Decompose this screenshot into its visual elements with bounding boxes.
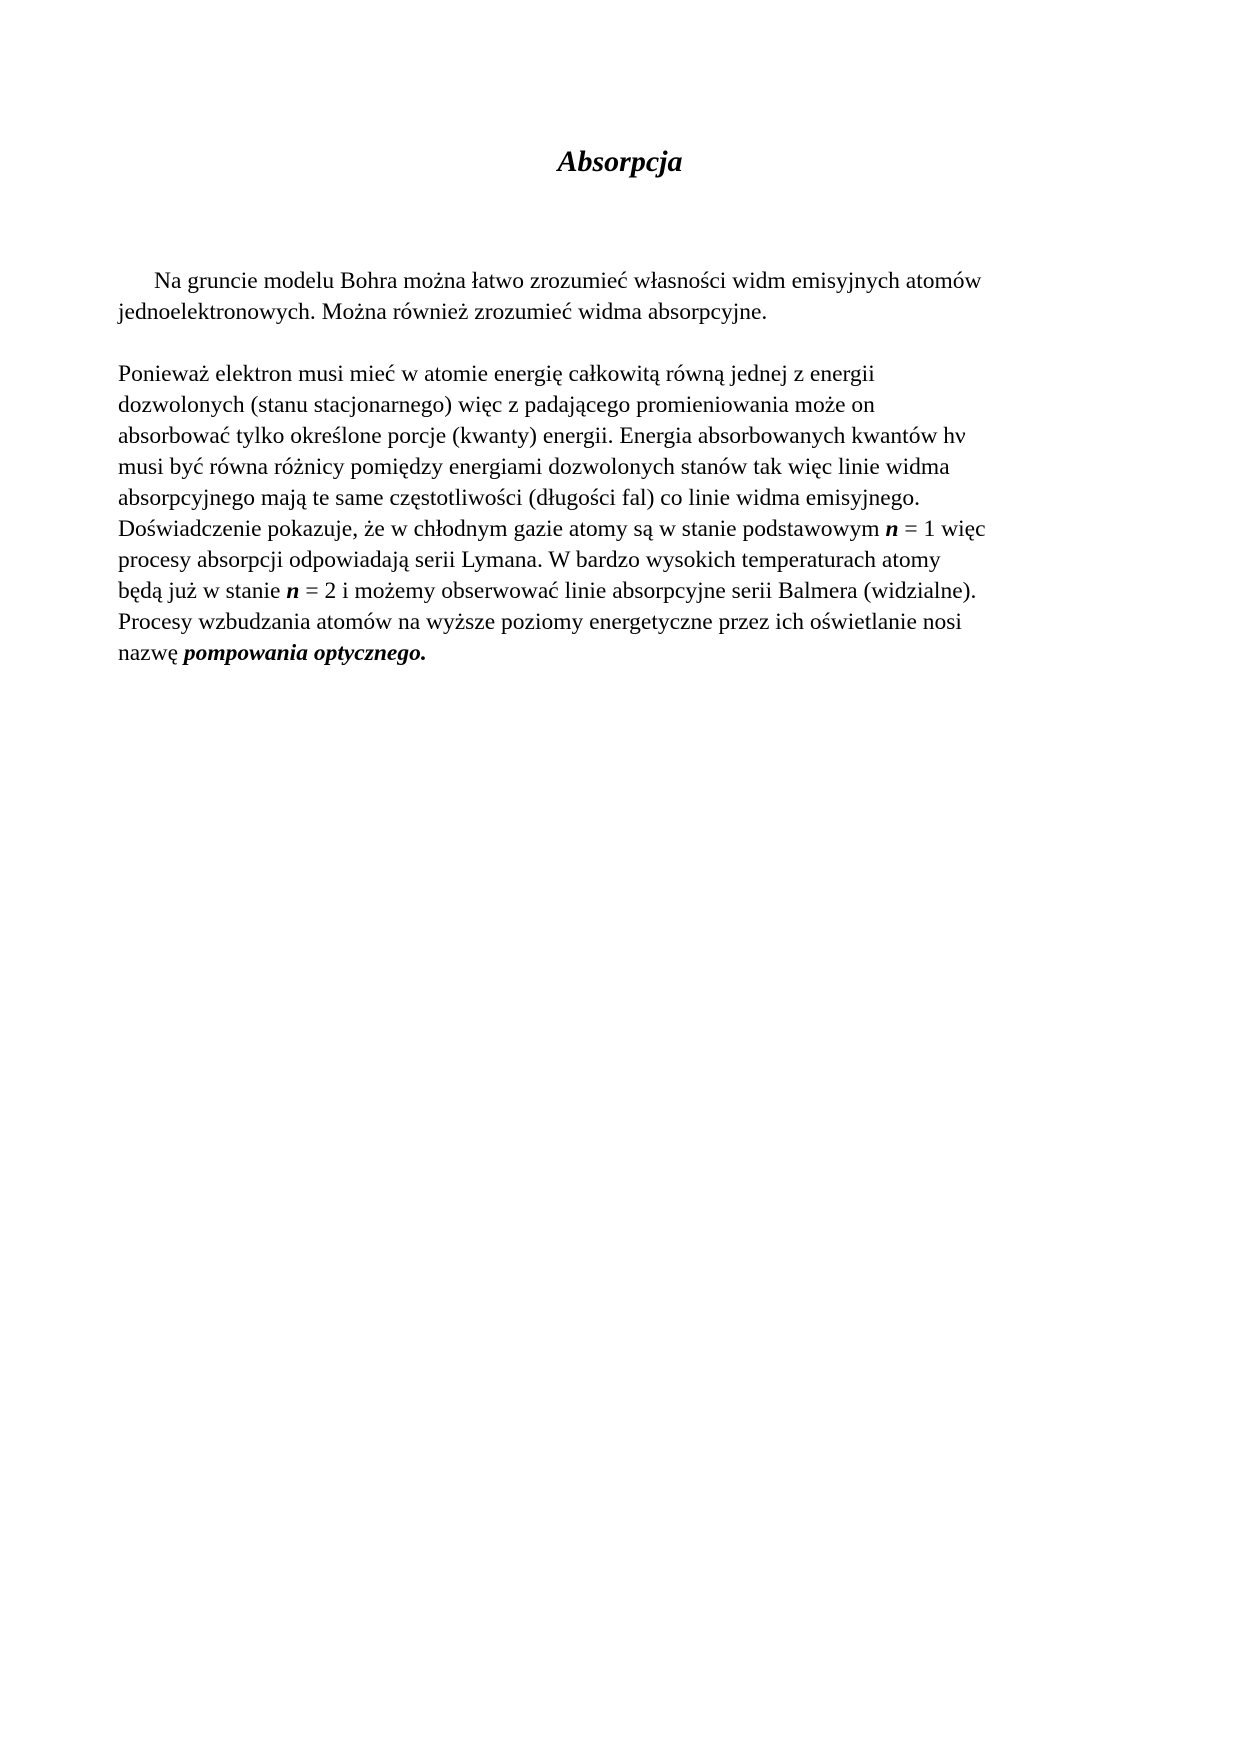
text-line: Procesy wzbudzania atomów na wyższe poziomy energetyczne przez ich oświetlanie nosi	[118, 609, 962, 635]
text-segment: Doświadczenie pokazuje, że w chłodnym gazie atomy są w stanie podstawowym	[118, 516, 886, 542]
text-line	[118, 638, 1128, 669]
text-line: procesy absorpcji odpowiadają serii Lymana. W bardzo wysokich temperaturach atomy	[118, 547, 941, 573]
page-title: Absorpcja	[557, 145, 683, 178]
text-line: Ponieważ elektron musi mieć w atomie energię całkowitą równą jednej z energii	[118, 361, 875, 387]
quantum-number-variable: n	[885, 516, 899, 542]
text-line	[118, 576, 1128, 607]
text-segment: = 2 i możemy obserwować linie absorpcyjne serii Balmera (widzialne).	[299, 578, 977, 604]
text-segment: nazwę	[118, 640, 184, 666]
text-line: absorbować tylko określone porcje (kwanty) energii. Energia absorbowanych kwantów hν	[118, 423, 966, 449]
quantum-number-variable: n	[286, 578, 300, 604]
intro-paragraph	[118, 266, 1128, 328]
key-term: pompowania optycznego.	[183, 640, 427, 666]
text-line	[118, 514, 1128, 545]
text-segment: = 1 więc	[898, 516, 986, 542]
text-segment: będą już w stanie	[118, 578, 287, 604]
text-line: jednoelektronowych. Można również zrozumieć widma absorpcyjne.	[118, 299, 768, 325]
text-line: dozwolonych (stanu stacjonarnego) więc z padającego promieniowania może on	[118, 392, 875, 418]
text-line: absorpcyjnego mają te same częstotliwości (długości fal) co linie widma emisyjnego.	[118, 485, 921, 511]
text-line: Na gruncie modelu Bohra można łatwo zrozumieć własności widm emisyjnych atomów	[154, 268, 982, 294]
body-paragraph	[118, 359, 1128, 669]
text-line: musi być równa różnicy pomiędzy energiami dozwolonych stanów tak więc linie widma	[118, 454, 950, 480]
